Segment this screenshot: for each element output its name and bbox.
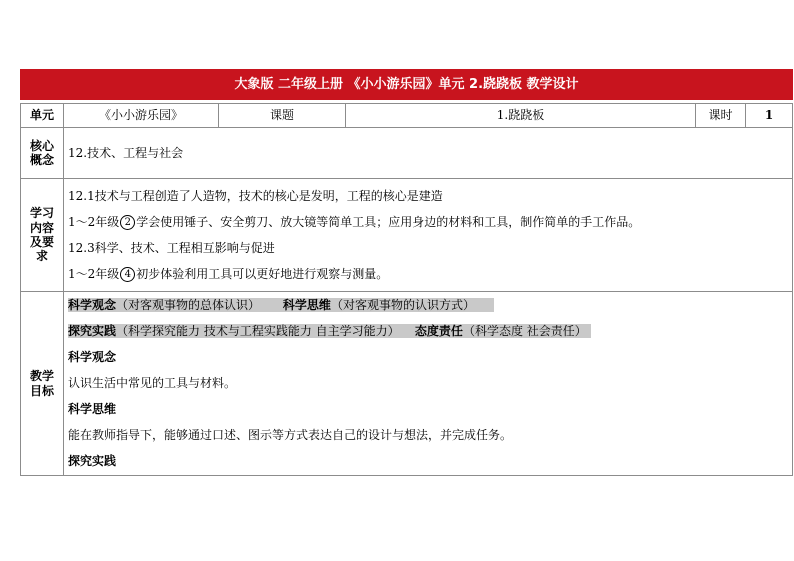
content-line-4: 1～2年级 4 初步体验利用工具可以更好地进行观察与测量。 — [68, 267, 389, 281]
goals-concept-text: 认识生活中常见的工具与材料。 — [68, 376, 237, 390]
content-label: 学习 内容 及要 求 — [21, 179, 64, 292]
circled-number: 4 — [120, 267, 135, 282]
topic-value: 1.跷跷板 — [346, 104, 696, 128]
goals-text — [64, 292, 793, 476]
goals-practice-heading: 探究实践 — [68, 454, 117, 468]
circled-number: 2 — [120, 215, 135, 230]
core-concept-text: 12.技术、工程与社会 — [64, 128, 793, 179]
hours-value: 1 — [746, 104, 793, 128]
hours-label: 课时 — [696, 104, 746, 128]
goals-concept-heading: 科学观念 — [68, 350, 117, 364]
topic-label: 课题 — [219, 104, 346, 128]
unit-value: 《小小游乐园》 — [64, 104, 219, 128]
goals-thinking-heading: 科学思维 — [68, 402, 117, 416]
unit-label: 单元 — [21, 104, 64, 128]
goals-label: 教学 目标 — [21, 292, 64, 476]
content-line-1: 12.1技术与工程创造了人造物，技术的核心是发明，工程的核心是建造 — [68, 189, 443, 203]
document-title: 大象版 二年级上册 《小小游乐园》单元 2.跷跷板 教学设计 — [21, 70, 793, 100]
content-line-2: 1～2年级 2 学会使用锤子、安全剪刀、放大镜等简单工具；应用身边的材料和工具，制作简单的手工作品。 — [68, 215, 641, 229]
goals-legend-2: 探究实践（科学探究能力 技术与工程实践能力 自主学习能力） 态度责任（科学态度 社会责任） — [68, 318, 792, 344]
core-concept-label: 核心 概念 — [21, 128, 64, 179]
lesson-plan-table — [20, 69, 793, 476]
goals-thinking-text: 能在教师指导下，能够通过口述、图示等方式表达自己的设计与想法，并完成任务。 — [68, 428, 513, 442]
content-text — [64, 179, 793, 292]
content-line-3: 12.3科学、技术、工程相互影响与促进 — [68, 241, 275, 255]
goals-legend-1: 科学观念（对客观事物的总体认识） 科学思维（对客观事物的认识方式） — [68, 292, 792, 318]
